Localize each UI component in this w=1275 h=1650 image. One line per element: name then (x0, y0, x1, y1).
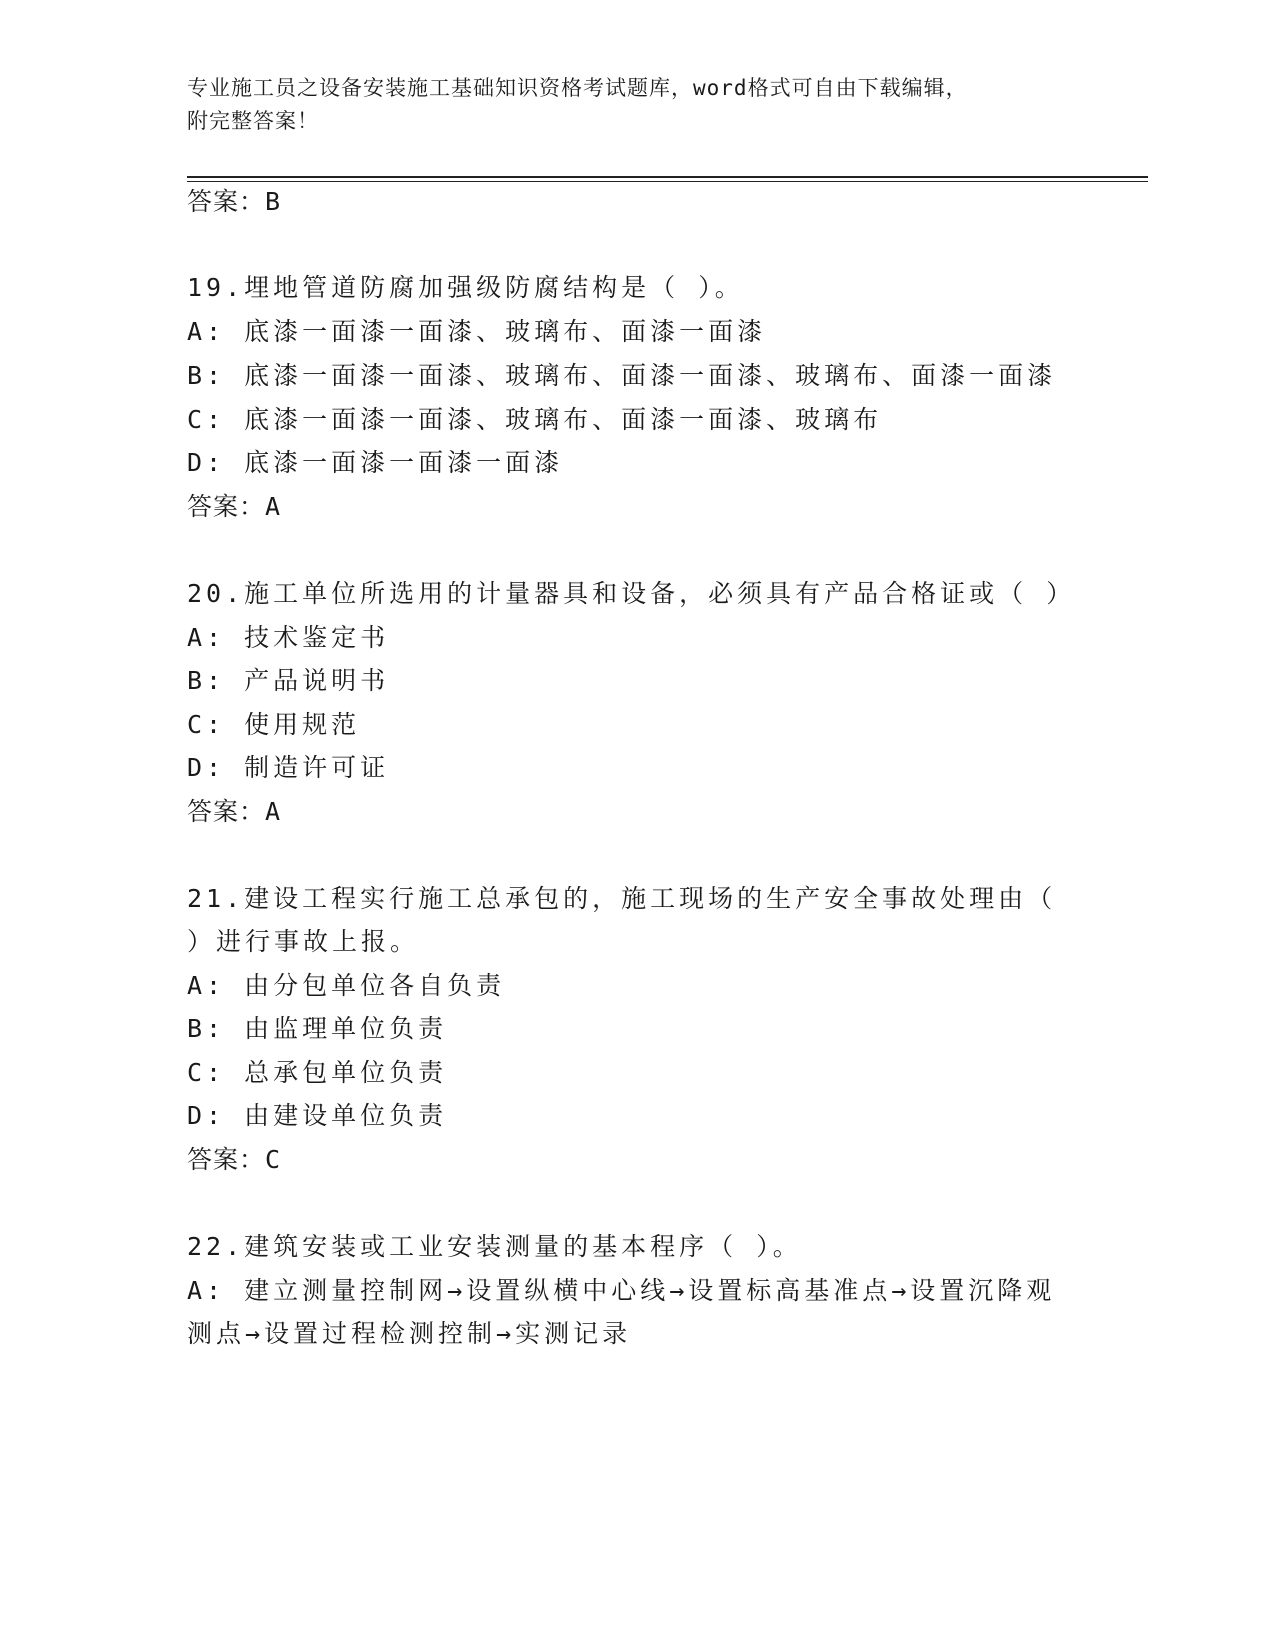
option-d: D: 底漆一面漆一面漆一面漆 (187, 448, 564, 477)
option-a-continued: 测点→设置过程检测控制→实测记录 (187, 1319, 632, 1348)
answer-line: 答案：B (187, 187, 282, 216)
option-b: B: 产品说明书 (187, 666, 390, 695)
question-stem: 19.埋地管道防腐加强级防腐结构是（ ）。 (187, 273, 744, 302)
option-c: C: 总承包单位负责 (187, 1058, 448, 1087)
option-a: A: 底漆一面漆一面漆、玻璃布、面漆一面漆 (187, 317, 767, 346)
answer-line: 答案：A (187, 492, 282, 521)
answer-line: 答案：A (187, 797, 282, 826)
option-a: A: 由分包单位各自负责 (187, 971, 506, 1000)
question-stem: 21.建设工程实行施工总承包的，施工现场的生产安全事故处理由（ (187, 884, 1057, 913)
header-divider-thick (187, 176, 1148, 178)
answer-line: 答案：C (187, 1145, 282, 1174)
option-d: D: 由建设单位负责 (187, 1101, 448, 1130)
option-a: A: 建立测量控制网→设置纵横中心线→设置标高基准点→设置沉降观 (187, 1276, 1056, 1305)
option-c: C: 底漆一面漆一面漆、玻璃布、面漆一面漆、玻璃布 (187, 405, 883, 434)
question-stem: 22.建筑安装或工业安装测量的基本程序（ ）。 (187, 1232, 802, 1261)
header-divider-thin (187, 181, 1148, 182)
question-stem-continued: ）进行事故上报。 (187, 927, 420, 956)
header-line-1: 专业施工员之设备安装施工基础知识资格考试题库，word格式可自由下载编辑， (187, 76, 968, 100)
option-c: C: 使用规范 (187, 710, 361, 739)
header-line-2: 附完整答案！ (187, 109, 319, 133)
option-d: D: 制造许可证 (187, 753, 390, 782)
option-a: A: 技术鉴定书 (187, 623, 390, 652)
question-stem: 20.施工单位所选用的计量器具和设备，必须具有产品合格证或（ ） (187, 579, 1076, 608)
document-header (187, 72, 1087, 138)
option-b: B: 由监理单位负责 (187, 1014, 448, 1043)
option-b: B: 底漆一面漆一面漆、玻璃布、面漆一面漆、玻璃布、面漆一面漆 (187, 361, 1057, 390)
